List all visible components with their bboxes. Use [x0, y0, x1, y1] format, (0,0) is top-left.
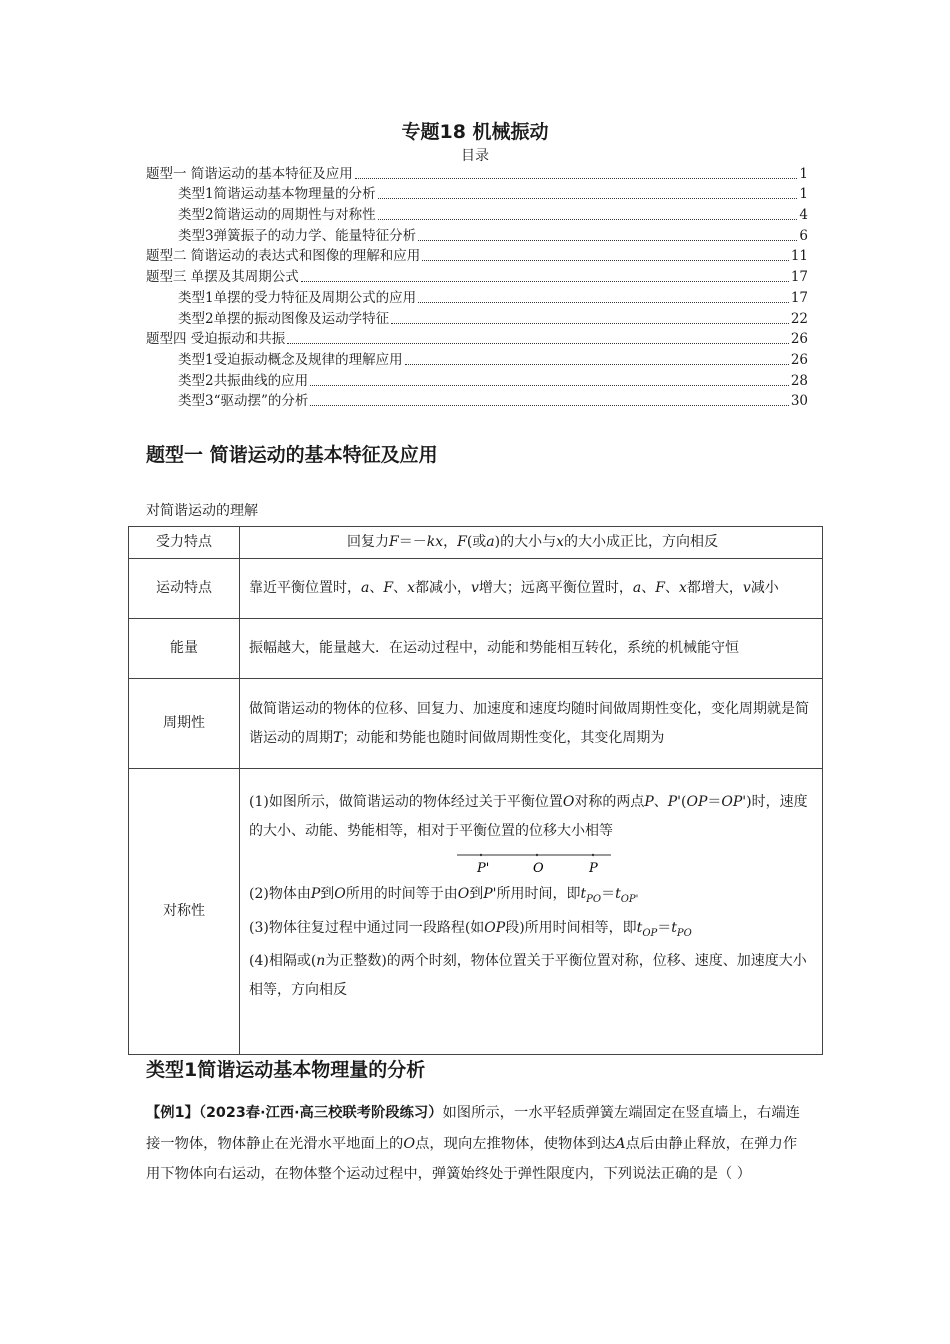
table-row	[129, 527, 823, 559]
toc-entry[interactable]	[146, 224, 808, 245]
toc-entry[interactable]	[146, 203, 808, 224]
position-axis-diagram	[449, 850, 619, 876]
toc-entry-text: 类型2单摆的振动图像及运动学特征	[178, 310, 390, 327]
toc-entry[interactable]	[146, 265, 808, 286]
toc-entry-text: 类型1简谐运动基本物理量的分析	[178, 186, 376, 203]
toc-entry-text: 类型3“驱动摆”的分析	[178, 393, 309, 410]
label-p-prime: P'	[477, 860, 490, 876]
toc-entry[interactable]	[146, 390, 808, 411]
row-value: 做简谐运动的物体的位移、回复力、加速度和速度均随时间做周期性变化，变化周期就是简谐运动的周期T；动能和势能也随时间做周期性变化，其变化周期为	[240, 679, 823, 769]
row-value: 靠近平衡位置时，a、F、x都减小，v增大；远离平衡位置时，a、F、x都增大，v减小	[240, 559, 823, 619]
toc-entry-page: 22	[790, 310, 808, 327]
toc-heading: 目录	[461, 148, 489, 164]
toc-entry[interactable]	[146, 348, 808, 369]
toc-entry[interactable]	[146, 307, 808, 328]
row-key: 受力特点	[129, 527, 240, 559]
row-key: 对称性	[129, 769, 240, 1055]
row-key: 运动特点	[129, 559, 240, 619]
section-heading: 题型一 简谐运动的基本特征及应用	[146, 444, 438, 466]
subsection-heading: 类型1简谐运动基本物理量的分析	[146, 1059, 426, 1081]
shm-properties-table	[128, 526, 823, 1055]
toc-leader	[378, 198, 798, 199]
toc-entry-text: 题型一 简谐运动的基本特征及应用	[146, 165, 353, 182]
toc-leader	[405, 364, 789, 365]
toc-entry[interactable]	[146, 162, 808, 183]
table-row	[129, 559, 823, 619]
point-o-dot	[536, 854, 538, 856]
toc-entry-text: 类型1单摆的受力特征及周期公式的应用	[178, 289, 417, 306]
point-p-dot	[592, 854, 594, 856]
toc-entry-text: 题型二 简谐运动的表达式和图像的理解和应用	[146, 248, 421, 265]
toc-entry-text: 题型三 单摆及其周期公式	[146, 269, 299, 286]
toc-entry-page: 30	[790, 393, 808, 410]
toc-leader	[378, 219, 798, 220]
example-question: 【例1】（2023春·江西·高三校联考阶段练习）如图所示，一水平轻质弹簧左端固定在竖直墙上，右端连接一物体，物体静止在光滑水平地面上的O点，现向左推物体，使物体到达A点后由静止释放，在弹力作用下物体向右运动，在物体整个运动过程中，弹簧始终处于弹性限度内，下列说法正确的是（ ）	[146, 1105, 800, 1182]
toc-entry-page: 26	[790, 331, 808, 348]
symmetry-point-3: (3)物体往复过程中通过同一段路程(如OP段)所用时间相等，即$t_{OP}=t_{PO}$	[249, 919, 692, 939]
example-tag: 【例1】（2023春·江西·高三校联考阶段练习）	[146, 1105, 443, 1121]
toc-entry-page: 1	[799, 165, 808, 182]
label-o: O	[533, 860, 544, 876]
toc-entry-page: 4	[799, 207, 808, 224]
toc-leader	[287, 343, 789, 344]
toc-entry-text: 类型3弹簧振子的动力学、能量特征分析	[178, 227, 417, 244]
document-title: 专题18 机械振动	[401, 121, 549, 143]
toc-entry[interactable]	[146, 245, 808, 266]
point-p-prime-dot	[480, 854, 482, 856]
row-value: 回复力F＝－kx，F(或a)的大小与x的大小成正比，方向相反	[240, 527, 823, 559]
row-key: 周期性	[129, 679, 240, 769]
table-row	[129, 679, 823, 769]
toc-entry-text: 类型1受迫振动概念及规律的理解应用	[178, 351, 403, 368]
toc-entry-page: 28	[790, 372, 808, 389]
toc-leader	[391, 323, 789, 324]
table-row	[129, 619, 823, 679]
toc-entry[interactable]	[146, 369, 808, 390]
row-key: 能量	[129, 619, 240, 679]
toc-entry-text: 类型2简谐运动的周期性与对称性	[178, 207, 376, 224]
toc-leader	[301, 281, 789, 282]
symmetry-point-2: (2)物体由P到O所用的时间等于由O到P'所用时间，即$t_{PO}=t_{OP'}$	[249, 885, 639, 905]
toc-entry[interactable]	[146, 183, 808, 204]
table-caption: 对简谐运动的理解	[146, 503, 258, 519]
row-value: 振幅越大，能量越大．在运动过程中，动能和势能相互转化，系统的机械能守恒	[240, 619, 823, 679]
toc-leader	[422, 260, 789, 261]
table-row	[129, 769, 823, 1055]
toc-leader	[418, 302, 789, 303]
toc-leader	[355, 178, 798, 179]
toc-entry-text: 题型四 受迫振动和共振	[146, 331, 286, 348]
toc-leader	[418, 240, 797, 241]
label-p: P	[589, 860, 598, 876]
toc-entry-page: 6	[799, 227, 808, 244]
toc-entry[interactable]	[146, 328, 808, 349]
table-of-contents	[146, 162, 808, 410]
toc-leader	[310, 385, 789, 386]
toc-entry-text: 类型2共振曲线的应用	[178, 372, 309, 389]
toc-entry-page: 1	[799, 186, 808, 203]
toc-entry-page: 26	[790, 351, 808, 368]
toc-leader	[310, 405, 788, 406]
symmetry-point-1: (1)如图所示，做简谐运动的物体经过关于平衡位置O对称的两点P、P'(OP＝OP')时，速度的大小、动能、势能相等，相对于平衡位置的位移大小相等	[249, 793, 808, 839]
toc-entry-page: 17	[790, 269, 808, 286]
toc-entry[interactable]	[146, 286, 808, 307]
symmetry-point-4: (4)相隔或(n为正整数)的两个时刻，物体位置关于平衡位置对称，位移、速度、加速度大小相等，方向相反	[249, 953, 807, 999]
row-value	[240, 769, 823, 1055]
toc-entry-page: 17	[790, 289, 808, 306]
toc-entry-page: 11	[790, 248, 808, 265]
